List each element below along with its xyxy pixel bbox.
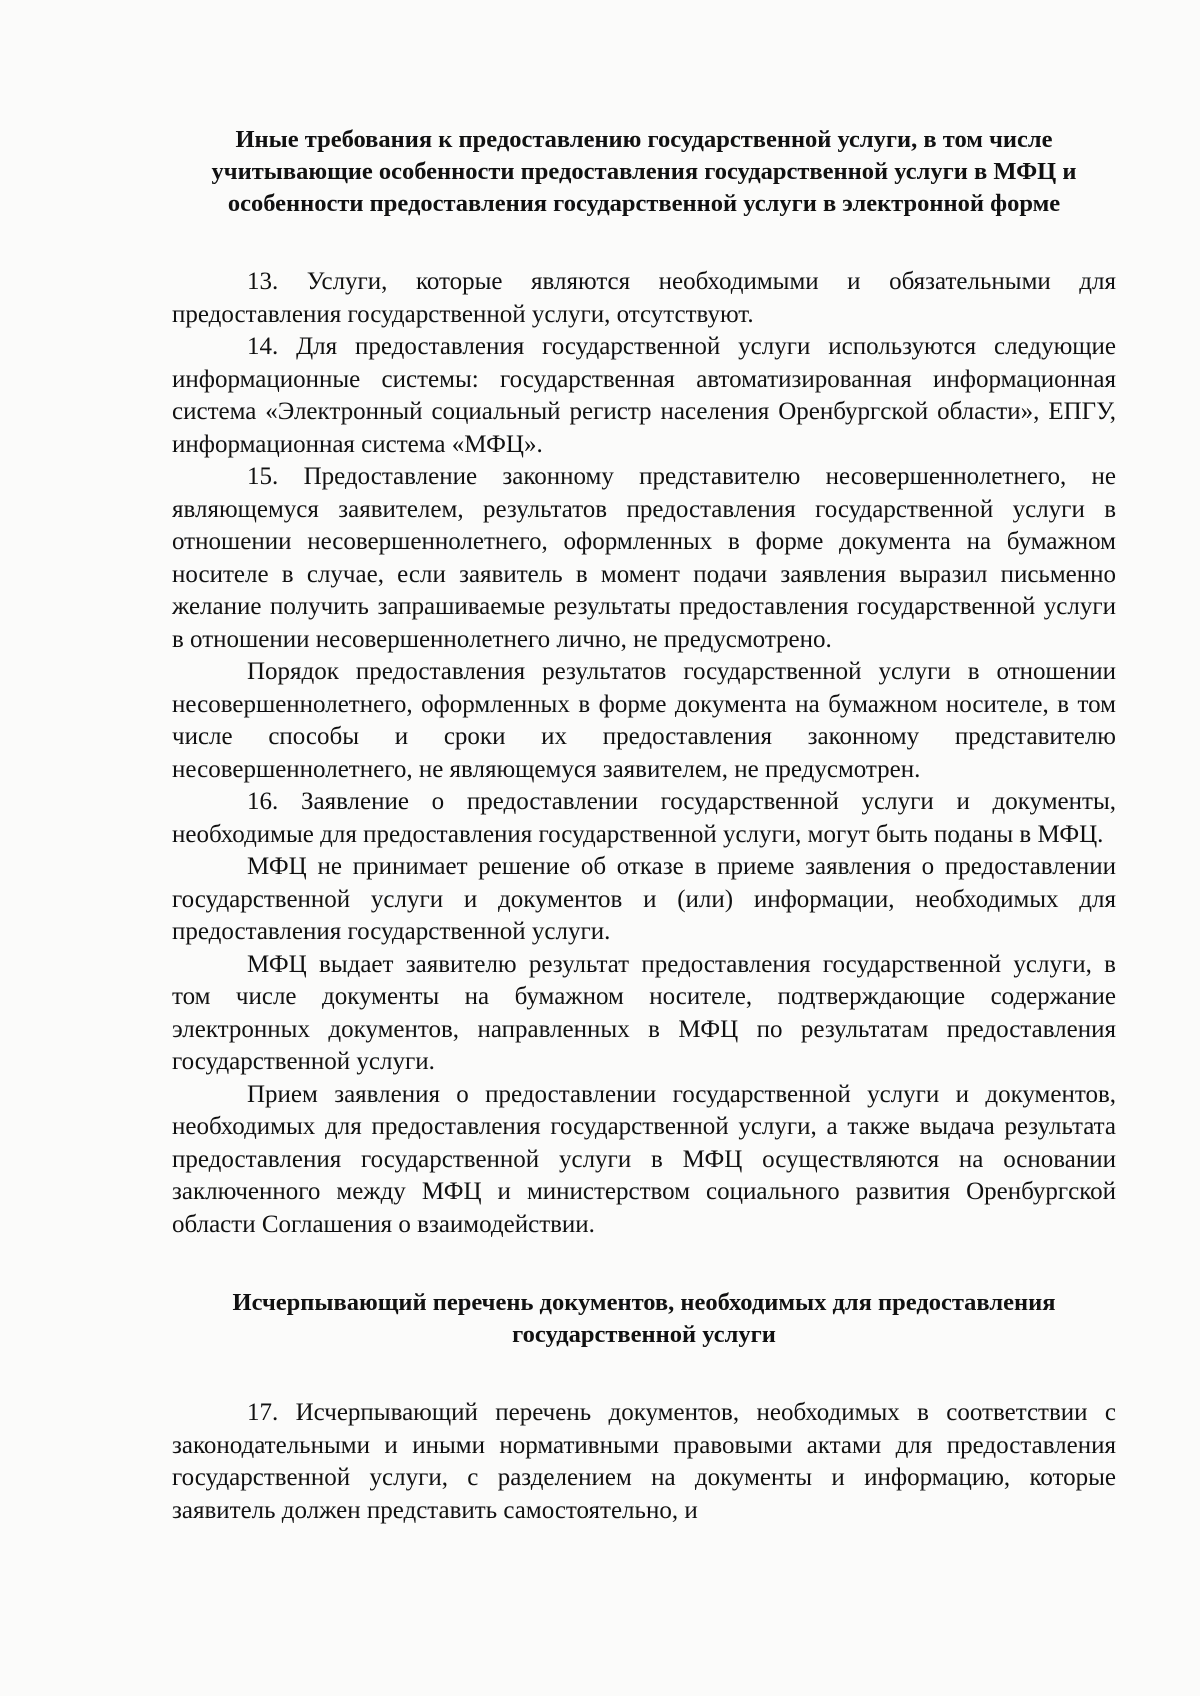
paragraph-16: 16. Заявление о предоставлении государственной услуги и документы, необходимые для предоставления государственной услуги, могут быть поданы в МФЦ. — [172, 788, 1116, 848]
paragraph-15-procedure: Порядок предоставления результатов государственной услуги в отношении несовершеннолетнего, оформленных в форме документа на бумажном носителе, в том числе способы и сроки их предоставления законному представителю несовершеннолетнего, не являющемуся заявителем, не предусмотрен. — [172, 658, 1116, 783]
paragraph-16-agreement: Прием заявления о предоставлении государственной услуги и документов, необходимых для предоставления государственной услуги, а также выдача результата предоставления государственной услуги в МФЦ осуществляются на основании заключенного между МФЦ и министерством социального развития Оренбургской области Соглашения о взаимодействии. — [172, 1080, 1116, 1238]
paragraph-16-result-issue: МФЦ выдает заявителю результат предоставления государственной услуги, в том числе документы на бумажном носителе, подтверждающие содержание электронных документов, направленных в МФЦ по результатам предоставления государственной услуги. — [172, 950, 1116, 1075]
paragraph-15: 15. Предоставление законному представителю несовершеннолетнего, не являющемуся заявителем, результатов предоставления государственной услуги в отношении несовершеннолетнего, оформленных в форме документа на бумажном носителе в случае, если заявитель в момент подачи заявления выразил письменно желание получить запрашиваемые результаты предоставления государственной услуги в отношении несовершеннолетнего лично, не предусмотрено. — [172, 463, 1116, 653]
section-title-documents-list: Исчерпывающий перечень документов, необходимых для предоставления государственной услуги — [232, 1289, 1056, 1348]
paragraph-13: 13. Услуги, которые являются необходимыми и обязательными для предоставления государственной услуги, отсутствуют. — [172, 268, 1116, 328]
paragraph-16-no-refusal: МФЦ не принимает решение об отказе в приеме заявления о предоставлении государственной услуги и документов и (или) информации, необходимых для предоставления государственной услуги. — [172, 853, 1116, 945]
document-body — [172, 124, 1116, 1527]
section-title-other-requirements: Иные требования к предоставлению государственной услуги, в том числе учитывающие особенности предоставления государственной услуги в МФЦ и особенности предоставления государственной услуги в электронной форме — [211, 126, 1077, 217]
paragraph-14: 14. Для предоставления государственной услуги используются следующие информационные системы: государственная автоматизированная информационная система «Электронный социальный регистр населения Оренбургской области», ЕПГУ, информационная система «МФЦ». — [172, 333, 1116, 458]
paragraph-17: 17. Исчерпывающий перечень документов, необходимых в соответствии с законодательными и иными нормативными правовыми актами для предоставления государственной услуги, с разделением на документы и информацию, которые заявитель должен представить самостоятельно, и — [172, 1399, 1116, 1524]
